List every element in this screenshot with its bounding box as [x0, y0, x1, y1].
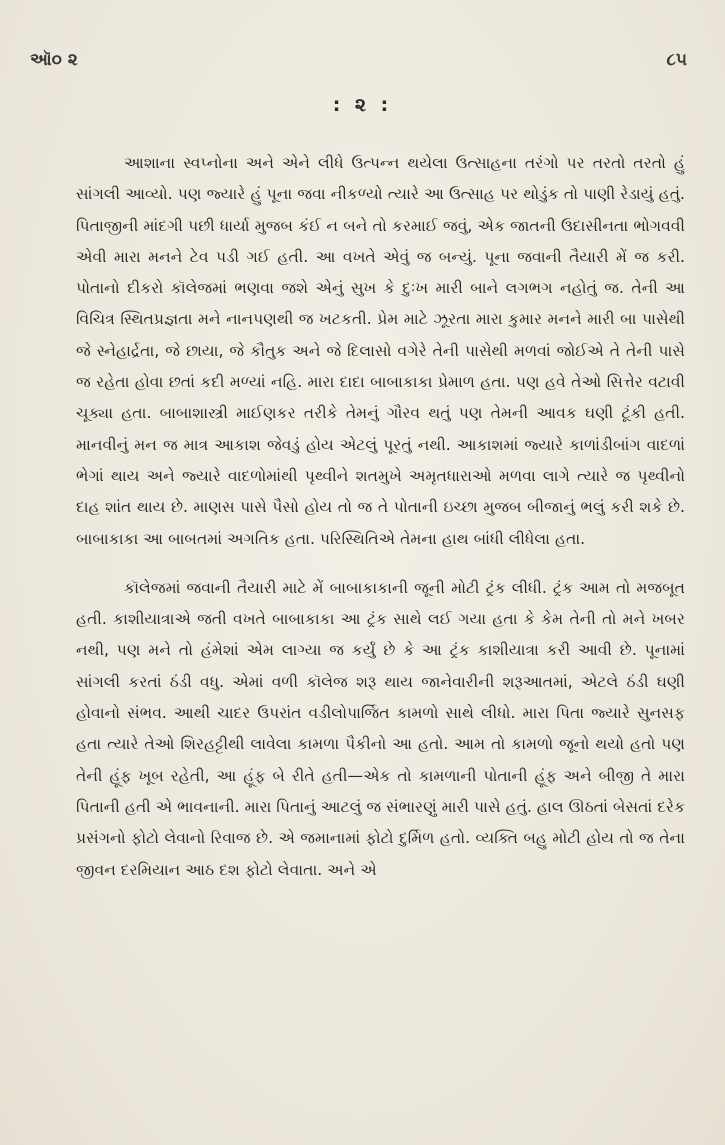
paragraph-1: આશાના સ્વપ્નોના અને એને લીધે ઉત્પન્ન થયેલા ઉત્સાહના તરંગો પર તરતો તરતો હું સાંગલી આવ્યો. પણ જ્યારે હું પૂના જવા નીકળ્યો ત્યારે આ ઉત્સાહ પર થોડુંક તો પાણી રેડાયું હતું. પિતાજીની માંદગી પછી ધાર્યા મુજબ કંઈ ન બને તો કરમાઈ જવું, એક જાતની ઉદાસીનતા ભોગવવી એવી મારા મનને ટેવ પડી ગઈ હતી. આ વખતે એવું જ બન્યું. પૂના જવાની તૈયારી મેં જ કરી. પોતાનો દીકરો કૉલેજમાં ભણવા જશે એનું સુખ કે દુઃખ મારી બાને લગભગ નહોતું જ. તેની આ વિચિત્ર સ્થિતપ્રજ્ઞતા મને નાનપણથી જ ખટકતી. પ્રેમ માટે ઝૂરતા મારા કુમાર મનને મારી બા પાસેથી જે સ્નેહાર્દ્રતા, જે છાયા, જે કૌતુક અને જે દિલાસો વગેરે તેની પાસેથી મળવાં જોઈએ તે તેની પાસે જ રહેતા હોવા છતાં કદી મળ્યાં નહિ. મારા દાદા બાબાકાકા પ્રેમાળ હતા. પણ હવે તેઓ સિત્તેર વટાવી ચૂક્યા હતા. બાબાશાસ્ત્રી માઈણકર તરીકે તેમનું ગૌરવ થતું પણ તેમની આવક ઘણી ટૂંકી હતી. માનવીનું મન જ માત્ર આકાશ જેવડું હોય એટલું પૂરતું નથી. આકાશમાં જ્યારે કાળાંડીબાંગ વાદળાં ભેગાં થાય અને જ્યારે વાદળોમાંથી પૃથ્વીને શતમુખે અમૃતધારાઓ મળવા લાગે ત્યારે જ પૃથ્વીનો દાહ શાંત થાય છે. માણસ પાસે પૈસો હોય તો જ તે પોતાની ઇચ્છા મુજબ બીજાનું ભલું કરી શકે છે. બાબાકાકા આ બાબતમાં અગતિક હતા. પરિસ્થિતિએ તેમના હાથ બાંધી લીધેલા હતા. [76, 154, 685, 548]
paragraph-2: કૉલેજમાં જવાની તૈયારી માટે મેં બાબાકાકાની જૂની મોટી ટ્રંક લીધી. ટ્રંક આમ તો મજબૂત હતી. કાશીયાત્રાએ જતી વખતે બાબાકાકા આ ટ્રંક સાથે લઈ ગયા હતા કે કેમ તેની તો મને ખબર નથી, પણ મને તો હંમેશાં એમ લાગ્યા જ કર્યું છે કે આ ટ્રંક કાશીયાત્રા કરી આવી છે. પૂનામાં સાંગલી કરતાં ઠંડી વધુ. એમાં વળી કૉલેજ શરૂ થાય જાનેવારીની શરૂઆતમાં, એટલે ઠંડી ઘણી હોવાનો સંભવ. આથી ચાદર ઉપરાંત વડીલોપાર્જિત કામળો સાથે લીધો. મારા પિતા જ્યારે સુનસફ હતા ત્યારે તેઓ શિરહટ્ટીથી લાવેલા કામળા પૈકીનો આ હતો. આમ તો કામળો જૂનો થયો હતો પણ તેની હૂંફ ખૂબ રહેતી, આ હૂંફ બે રીતે હતી—એક તો કામળાની પોતાની હૂંફ અને બીજી તે મારા પિતાની હતી એ ભાવનાની. મારા પિતાનું આટલું જ સંભારણું મારી પાસે હતું. હાલ ઊઠતાં બેસતાં દરેક પ્રસંગનો ફોટો લેવાનો રિવાજ છે. એ જમાનામાં ફોટો દુર્મિળ હતો. વ્યક્તિ બહુ મોટી હોય તો જ તેના જીવન દરમિયાન આઠ દશ ફોટો લેવાતા. અને એ [76, 578, 685, 879]
page-number: ૮૫ [666, 50, 687, 70]
page-header [30, 50, 687, 80]
body-text [76, 148, 685, 886]
chapter-heading: : ૨ : [332, 94, 393, 116]
running-header-left: ઑ૦ ૨ [30, 50, 78, 70]
